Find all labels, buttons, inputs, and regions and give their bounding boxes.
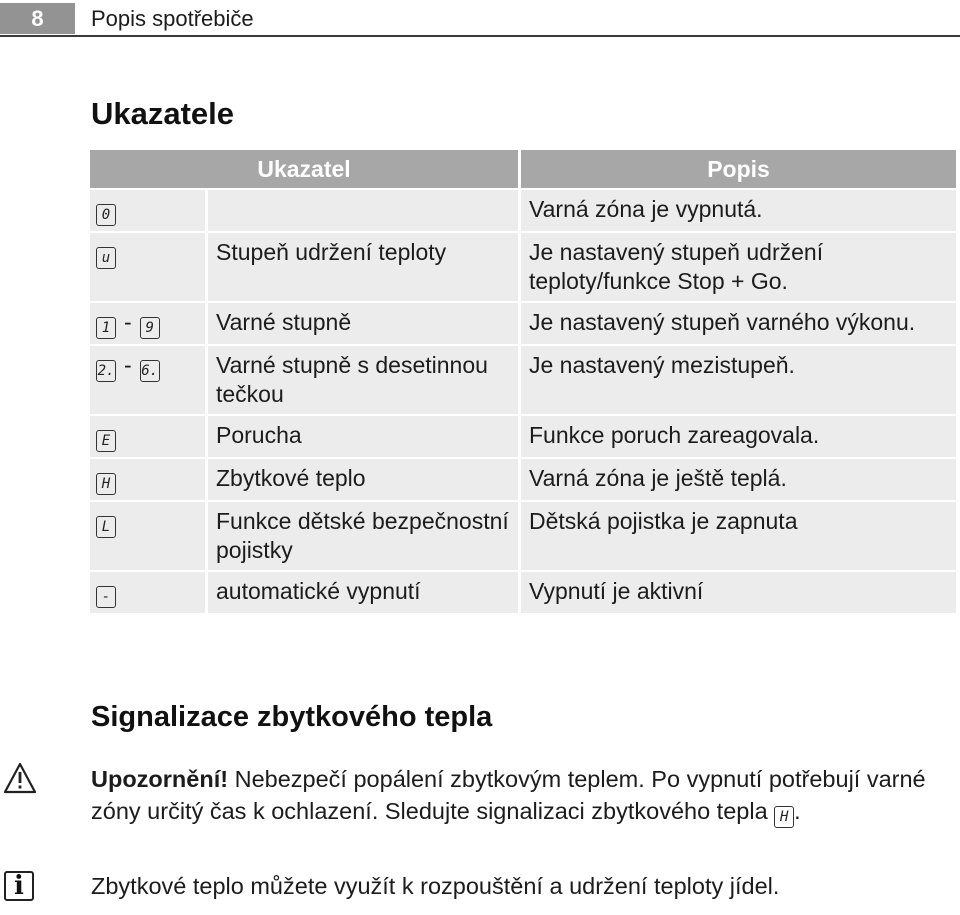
display-symbol: - <box>96 586 116 608</box>
symbol-cell <box>90 346 208 416</box>
symbol-cell <box>90 572 208 615</box>
warning-text: Nebezpečí popálení zbytkovým teplem. Po vypnutí potřebují varné zóny určitý čas k ochlazení. Sledujte signalizaci zbytkového tepla <box>91 766 926 824</box>
page-number: 8 <box>0 3 75 34</box>
symbol-cell <box>90 502 208 572</box>
section-title-indicators: Ukazatele <box>91 96 235 131</box>
label-cell: Varné stupně <box>208 303 521 346</box>
table-row <box>90 303 956 346</box>
table-row <box>90 416 956 459</box>
description-cell: Je nastavený mezistupeň. <box>521 346 956 416</box>
warning-end: . <box>794 798 801 824</box>
table-header-row <box>90 150 956 190</box>
table-row <box>90 233 956 303</box>
display-symbol: 1 <box>96 317 116 339</box>
warning-paragraph <box>91 763 941 828</box>
label-cell: Zbytkové teplo <box>208 459 521 502</box>
label-cell: Funkce dětské bezpečnostní pojistky <box>208 502 521 572</box>
display-symbol: u <box>96 247 116 269</box>
symbol-cell <box>90 190 208 233</box>
info-icon: i <box>4 871 34 901</box>
table-row <box>90 459 956 502</box>
table-row <box>90 346 956 416</box>
display-symbol: H <box>96 473 116 495</box>
indicators-table <box>90 150 956 615</box>
range-separator: - <box>124 309 132 335</box>
range-separator: - <box>124 352 132 378</box>
description-cell: Je nastavený stupeň udržení teploty/funkce Stop + Go. <box>521 233 956 303</box>
display-symbol: E <box>96 430 116 452</box>
residual-heat-symbol: H <box>774 806 794 828</box>
warning-triangle-icon <box>3 762 37 794</box>
description-cell: Varná zóna je ještě teplá. <box>521 459 956 502</box>
label-cell: Varné stupně s desetinnou tečkou <box>208 346 521 416</box>
running-title: Popis spotřebiče <box>91 6 254 31</box>
description-cell: Dětská pojistka je zapnuta <box>521 502 956 572</box>
display-symbol: 9 <box>140 317 160 339</box>
symbol-cell <box>90 459 208 502</box>
symbol-cell <box>90 233 208 303</box>
description-cell: Vypnutí je aktivní <box>521 572 956 615</box>
column-header-indicator: Ukazatel <box>90 150 521 190</box>
description-cell: Je nastavený stupeň varného výkonu. <box>521 303 956 346</box>
table-row <box>90 502 956 572</box>
display-symbol: 2. <box>96 360 116 382</box>
label-cell: Porucha <box>208 416 521 459</box>
section-title-residual-heat: Signalizace zbytkového tepla <box>91 701 493 733</box>
header-rule <box>0 35 960 37</box>
description-cell: Varná zóna je vypnutá. <box>521 190 956 233</box>
symbol-cell <box>90 303 208 346</box>
display-symbol: L <box>96 516 116 538</box>
description-cell: Funkce poruch zareagovala. <box>521 416 956 459</box>
info-paragraph: Zbytkové teplo můžete využít k rozpouštění a udržení teploty jídel. <box>91 873 780 899</box>
symbol-cell <box>90 416 208 459</box>
column-header-description: Popis <box>521 150 956 190</box>
table-row <box>90 190 956 233</box>
display-symbol: 6. <box>140 360 160 382</box>
table-row <box>90 572 956 615</box>
display-symbol: 0 <box>96 204 116 226</box>
label-cell <box>208 190 521 233</box>
warning-lead: Upozornění! <box>91 766 229 792</box>
label-cell: automatické vypnutí <box>208 572 521 615</box>
label-cell: Stupeň udržení teploty <box>208 233 521 303</box>
